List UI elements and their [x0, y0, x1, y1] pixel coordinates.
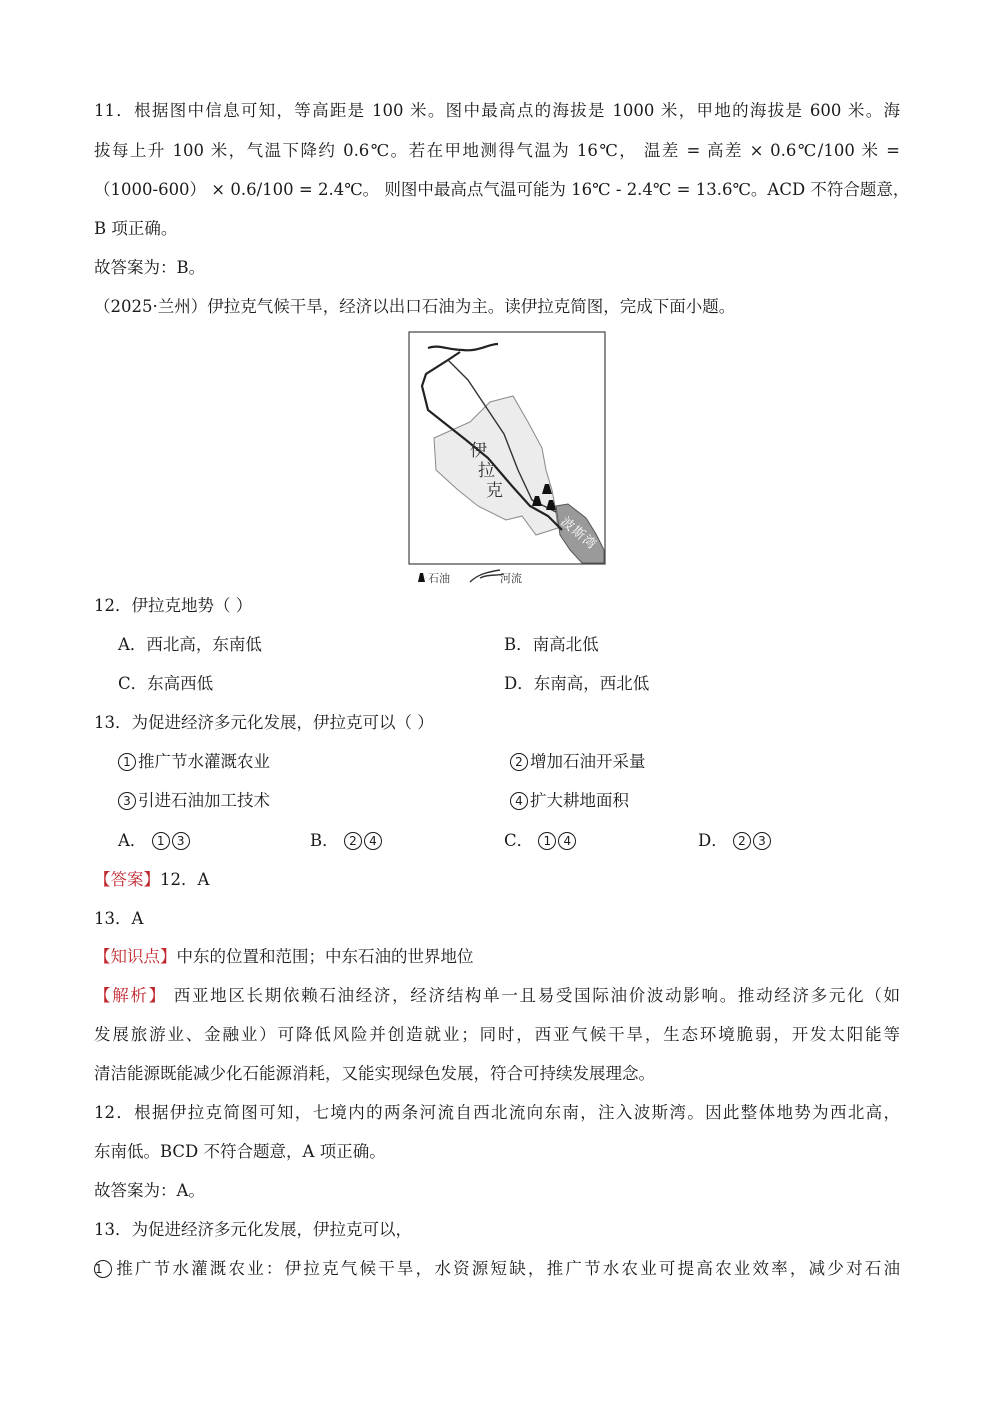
- q13-explanation-line-2: 1 推广节水灌溉农业：伊拉克气候干旱，水资源短缺，推广节水农业可提高农业效率，减少对石油: [95, 1259, 900, 1278]
- legend-oil-label: 石油: [428, 572, 450, 585]
- answer-tag: 【答案】: [94, 870, 160, 889]
- q12-explanation-line-2: 东南低。BCD 不符合题意，A 项正确。: [94, 1142, 386, 1161]
- iraq-label-1: 伊: [470, 441, 487, 461]
- answer-line: [94, 869, 900, 891]
- q13-item-2: 2 增加石油开采量: [510, 751, 646, 773]
- q11-explanation-line-4: B 项正确。: [94, 219, 178, 238]
- q13-explanation-line-1: 13．为促进经济多元化发展，伊拉克可以，: [94, 1220, 412, 1239]
- q12-option-a[interactable]: A．西北高，东南低: [118, 635, 262, 654]
- q12-explanation-line-1: 12．根据伊拉克简图可知，七境内的两条河流自西北流向东南，注入波斯湾。因此整体地势为西北高，: [94, 1103, 900, 1122]
- q11-explanation-line-2: 拔每上升 100 米，气温下降约 0.6℃。若在甲地测得气温为 16℃， 温差 = 高差 × 0.6℃/100 米 =: [94, 141, 900, 160]
- legend-river-icon: [470, 570, 504, 582]
- analysis-line-1: 【解析】 西亚地区长期依赖石油经济，经济结构单一且易受国际油价波动影响。推动经济多元化（如: [94, 986, 900, 1005]
- iraq-label-2: 拉: [478, 461, 495, 481]
- analysis-tag: 【解析】: [94, 986, 167, 1005]
- q13-choice-d[interactable]: D． 2 3: [698, 830, 773, 852]
- question-intro: （2025·兰州）伊拉克气候干旱，经济以出口石油为主。读伊拉克简图，完成下面小题。: [94, 297, 736, 316]
- q12-option-b[interactable]: B．南高北低: [504, 635, 599, 654]
- answer-12: 12．A: [160, 870, 210, 889]
- knowledge-tag: 【知识点】: [94, 947, 177, 966]
- q13-choice-a[interactable]: A． 1 3: [118, 830, 192, 852]
- q13-stem: 13．为促进经济多元化发展，伊拉克可以（ ）: [94, 713, 434, 732]
- analysis-line-3: 清洁能源既能减少化石能源消耗，又能实现绿色发展，符合可持续发展理念。: [94, 1064, 655, 1083]
- analysis-line-2: 发展旅游业、金融业）可降低风险并创造就业；同时，西亚气候干旱，生态环境脆弱，开发太阳能等: [94, 1025, 900, 1044]
- legend-river-label: 河流: [500, 572, 522, 585]
- q12-answer: 故答案为：A。: [94, 1181, 205, 1200]
- gulf-label-1: 波: [557, 514, 578, 535]
- q12-option-c[interactable]: C．东高西低: [118, 674, 214, 693]
- q11-answer: 故答案为：B。: [94, 258, 206, 277]
- answer-13: 13．A: [94, 909, 144, 928]
- legend-oil-icon: [418, 573, 425, 582]
- iraq-map-figure: [408, 330, 608, 590]
- q13-item-3: 3 引进石油加工技术: [118, 790, 270, 812]
- q13-item-4: 4 扩大耕地面积: [510, 790, 629, 812]
- q13-choice-c[interactable]: C． 1 4: [504, 830, 578, 852]
- q11-explanation-line-3: （1000-600） × 0.6/100 = 2.4℃。 则图中最高点气温可能为 16℃ - 2.4℃ = 13.6℃。ACD 不符合题意，: [94, 180, 910, 199]
- q12-stem: 12．伊拉克地势（ ）: [94, 596, 253, 615]
- q12-option-d[interactable]: D．东南高，西北低: [504, 674, 650, 693]
- gulf-label-2: 斯: [568, 523, 588, 544]
- iraq-label-3: 克: [486, 481, 503, 501]
- gulf-label-3: 湾: [578, 532, 599, 553]
- q11-explanation-line-1: 11．根据图中信息可知，等高距是 100 米。图中最高点的海拔是 1000 米，甲地的海拔是 600 米。海: [94, 101, 900, 120]
- knowledge-line: [94, 946, 900, 968]
- q13-choice-b[interactable]: B． 2 4: [310, 830, 384, 852]
- knowledge-text: 中东的位置和范围；中东石油的世界地位: [176, 947, 474, 966]
- q13-item-1: 1 推广节水灌溉农业: [118, 751, 270, 773]
